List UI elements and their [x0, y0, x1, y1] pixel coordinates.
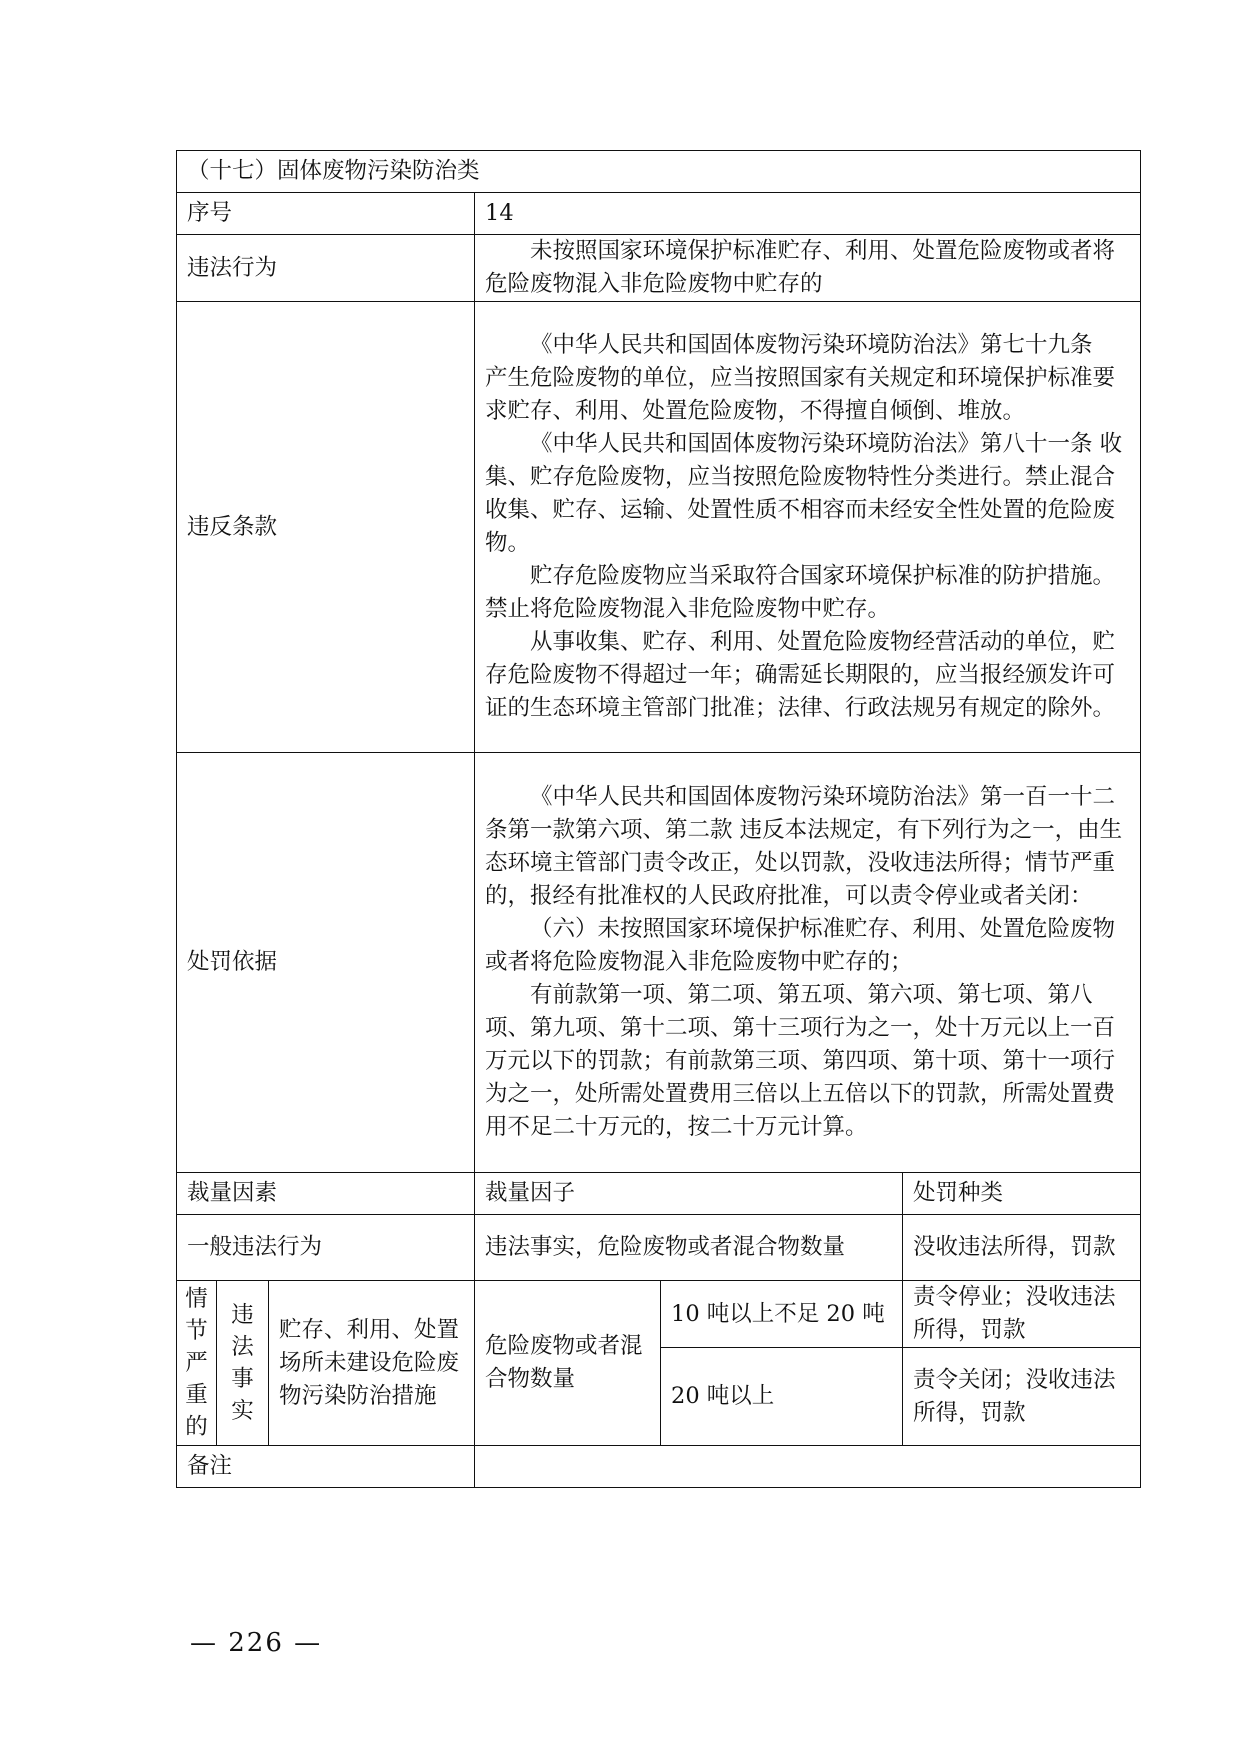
serious-char: 的 — [185, 1414, 208, 1440]
enforcement-table — [176, 150, 1141, 1488]
fact-char: 法 — [231, 1334, 254, 1360]
general-element: 违法事实，危险废物或者混合物数量 — [475, 1215, 903, 1281]
basis-paragraph: 有前款第一项、第二项、第五项、第六项、第七项、第八项、第九项、第十二项、第十三项行为之一，处十万元以上一百万元以下的罚款；有前款第三项、第四项、第十项、第十一项行为之一，处所需处置费用三倍以上五倍以下的罚款，所需处置费用不足二十万元的，按二十万元计算。 — [485, 982, 1116, 1140]
seq-value: 14 — [475, 193, 1141, 235]
fact-char: 违 — [231, 1302, 254, 1328]
seq-label: 序号 — [177, 193, 475, 235]
serious-char: 重 — [185, 1382, 208, 1408]
tier-penalty: 责令停业；没收违法所得，罚款 — [903, 1281, 1141, 1348]
violated-cell — [475, 302, 1141, 753]
penalty-header: 处罚种类 — [903, 1173, 1141, 1215]
remarks-row — [177, 1446, 1141, 1488]
violated-row — [177, 302, 1141, 753]
fact-char: 实 — [231, 1398, 254, 1424]
remarks-label: 备注 — [177, 1446, 475, 1488]
serious-char: 严 — [185, 1350, 208, 1376]
tier-amount: 20 吨以上 — [661, 1348, 903, 1446]
section-title-row — [177, 151, 1141, 193]
basis-label: 处罚依据 — [177, 753, 475, 1173]
element-header: 裁量因子 — [475, 1173, 903, 1215]
basis-paragraph: （六）未按照国家环境保护标准贮存、利用、处置危险废物或者将危险废物混入非危险废物中贮存的； — [485, 916, 1116, 975]
serious-label — [177, 1281, 217, 1446]
violated-paragraph: 贮存危险废物应当采取符合国家环境保护标准的防护措施。禁止将危险废物混入非危险废物中贮存。 — [485, 563, 1116, 622]
seq-row — [177, 193, 1141, 235]
serious-char: 情 — [185, 1286, 208, 1312]
general-penalty: 没收违法所得，罚款 — [903, 1215, 1141, 1281]
violated-label: 违反条款 — [177, 302, 475, 753]
serious-char: 节 — [185, 1318, 208, 1344]
factor-header: 裁量因素 — [177, 1173, 475, 1215]
factors-header-row — [177, 1173, 1141, 1215]
page-number: — 226 — — [190, 1628, 323, 1658]
tier-penalty: 责令关闭；没收违法所得，罚款 — [903, 1348, 1141, 1446]
remarks-value — [475, 1446, 1141, 1488]
act-text: 未按照国家环境保护标准贮存、利用、处置危险废物或者将危险废物混入非危险废物中贮存的 — [485, 238, 1116, 297]
act-row — [177, 235, 1141, 302]
section-title: （十七）固体废物污染防治类 — [177, 151, 1141, 193]
fact-char: 事 — [231, 1366, 254, 1392]
tier-amount: 10 吨以上不足 20 吨 — [661, 1281, 903, 1348]
serious-quantity: 危险废物或者混合物数量 — [475, 1281, 661, 1446]
basis-paragraph: 《中华人民共和国固体废物污染环境防治法》第一百一十二条第一款第六项、第二款 违反本法规定，有下列行为之一，由生态环境主管部门责令改正，处以罚款，没收违法所得；情节严重的，报经有批准权的人民政府批准，可以责令停业或者关闭： — [485, 784, 1123, 909]
fact-label — [217, 1281, 269, 1446]
serious-row-tier1 — [177, 1281, 1141, 1348]
act-label: 违法行为 — [177, 235, 475, 302]
violated-paragraph: 从事收集、贮存、利用、处置危险废物经营活动的单位，贮存危险废物不得超过一年；确需延长期限的，应当报经颁发许可证的生态环境主管部门批准；法律、行政法规另有规定的除外。 — [485, 629, 1116, 721]
violated-paragraph: 《中华人民共和国固体废物污染环境防治法》第七十九条 产生危险废物的单位，应当按照国家有关规定和环境保护标准要求贮存、利用、处置危险废物，不得擅自倾倒、堆放。 — [485, 332, 1116, 424]
basis-cell — [475, 753, 1141, 1173]
violated-paragraph: 《中华人民共和国固体废物污染环境防治法》第八十一条 收集、贮存危险废物，应当按照危险废物特性分类进行。禁止混合收集、贮存、运输、处置性质不相容而未经安全性处置的危险废物。 — [485, 431, 1123, 556]
general-row — [177, 1215, 1141, 1281]
act-cell — [475, 235, 1141, 302]
general-label: 一般违法行为 — [177, 1215, 475, 1281]
basis-row — [177, 753, 1141, 1173]
serious-description: 贮存、利用、处置场所未建设危险废物污染防治措施 — [269, 1281, 475, 1446]
